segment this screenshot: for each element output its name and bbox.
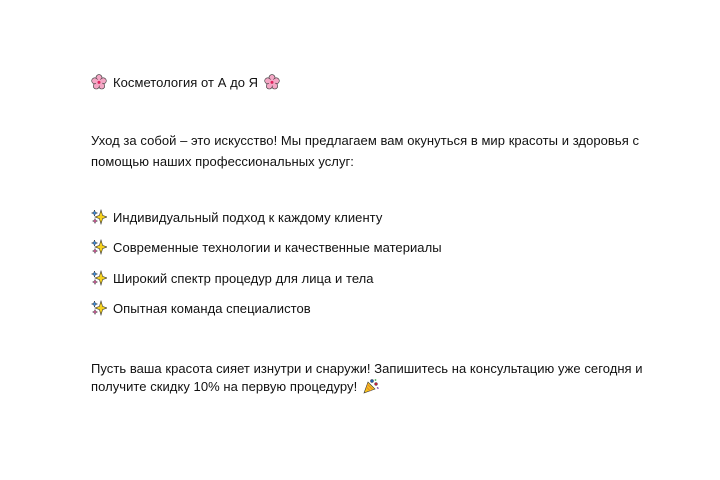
document-title [91,74,280,91]
feature-text: Широкий спектр процедур для лица и тела [113,271,374,286]
party-popper-icon [363,378,379,394]
feature-text: Опытная команда специалистов [113,301,311,316]
sparkles-icon [91,209,107,225]
sparkles-icon [91,300,107,316]
feature-text: Индивидуальный подход к каждому клиенту [113,210,383,225]
intro-paragraph-line-1: Уход за собой – это искусство! Мы предлагаем вам окунуться в мир красоты и здоровья с [91,133,639,148]
feature-item [91,209,382,226]
feature-item [91,270,374,287]
closing-paragraph-line-2 [91,378,379,395]
feature-item [91,239,442,256]
intro-paragraph-line-2: помощью наших профессиональных услуг: [91,154,354,169]
sparkles-icon [91,270,107,286]
feature-text: Современные технологии и качественные материалы [113,240,442,255]
cherry-blossom-icon [91,74,107,90]
closing-text: получите скидку 10% на первую процедуру! [91,379,358,394]
sparkles-icon [91,239,107,255]
feature-item [91,300,311,317]
cherry-blossom-icon [264,74,280,90]
closing-paragraph-line-1: Пусть ваша красота сияет изнутри и снаружи! Запишитесь на консультацию уже сегодня и [91,361,643,376]
title-text: Косметология от А до Я [113,75,259,90]
